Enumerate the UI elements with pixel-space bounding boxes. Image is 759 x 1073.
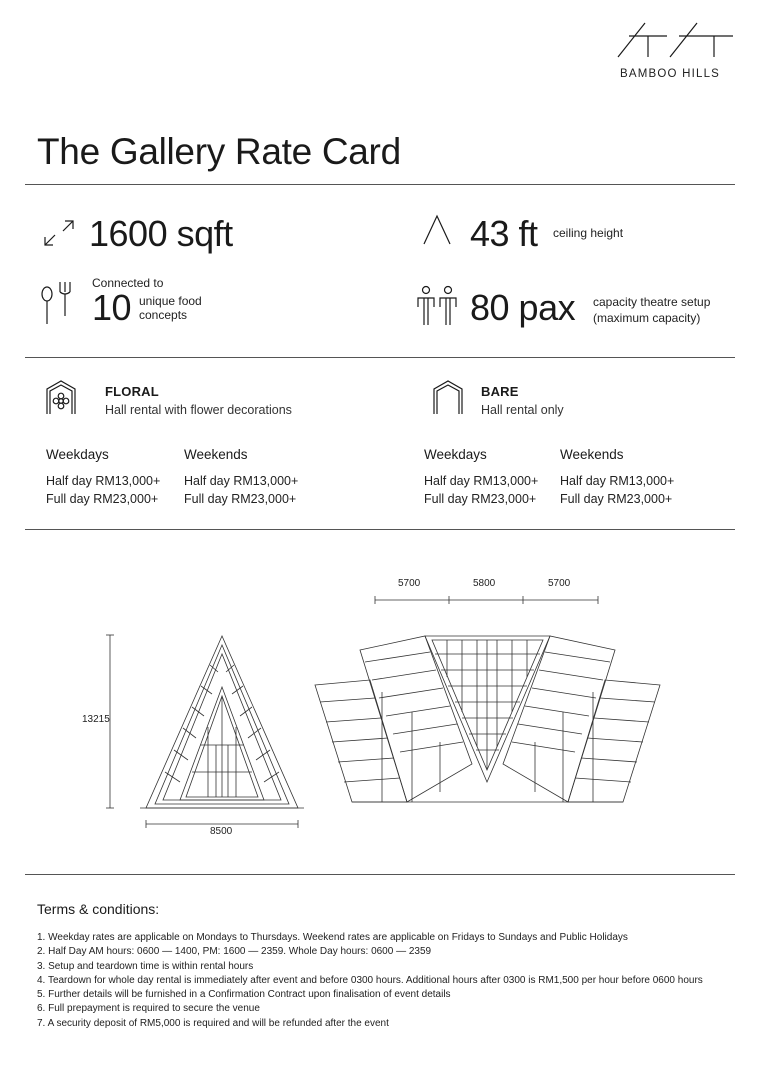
food-count: 10	[92, 287, 132, 328]
rate-half-day: Half day RM13,000+	[184, 474, 299, 488]
food-label-2: concepts	[139, 308, 188, 322]
rate-full-day: Full day RM23,000+	[424, 492, 537, 506]
expand-arrows-icon	[42, 218, 76, 248]
food-prefix: Connected to	[92, 276, 164, 290]
people-icon	[415, 285, 459, 327]
rate-full-day: Full day RM23,000+	[46, 492, 159, 506]
width-dimension: 5800	[473, 578, 496, 589]
house-outline-icon	[432, 379, 464, 415]
terms-title: Terms & conditions:	[37, 901, 160, 917]
list-item: 5. Further details will be furnished in a Confirmation Contract upon finalisation of event details	[37, 989, 451, 1001]
package-name-bare: BARE	[481, 384, 519, 399]
list-item: 7. A security deposit of RM5,000 is required and will be refunded after the event	[37, 1017, 389, 1029]
list-item: 6. Full prepayment is required to secure the venue	[37, 1003, 260, 1015]
ceiling-value: 43 ft	[470, 213, 538, 254]
width-dimension: 8500	[210, 826, 233, 837]
divider	[25, 357, 735, 358]
package-desc-floral: Hall rental with flower decorations	[105, 403, 292, 417]
cutlery-icon	[38, 282, 74, 324]
list-item: 4. Teardown for whole day rental is immediately after event and before 0300 hours. Additional hours after 0300 is RM1,500 per hour before 0600 hours	[37, 974, 703, 986]
rate-half-day: Half day RM13,000+	[424, 474, 539, 488]
front-elevation-drawing	[312, 592, 672, 812]
package-name-floral: FLORAL	[105, 384, 159, 399]
capacity-label-1: capacity theatre setup	[593, 295, 711, 309]
capacity-label-2: (maximum capacity)	[593, 311, 701, 325]
list-item: 3. Setup and teardown time is within rental hours	[37, 960, 254, 972]
area-value: 1600 sqft	[89, 213, 233, 254]
rate-half-day: Half day RM13,000+	[560, 474, 675, 488]
weekends-heading: Weekends	[184, 447, 248, 462]
divider	[25, 184, 735, 185]
list-item: 2. Half Day AM hours: 0600 — 1400, PM: 1600 — 2359. Whole Day hours: 0600 — 2359	[37, 946, 432, 958]
weekends-heading: Weekends	[560, 447, 624, 462]
rate-full-day: Full day RM23,000+	[560, 492, 673, 506]
width-dimension: 5700	[548, 578, 571, 589]
height-dimension: 13215	[82, 714, 110, 725]
divider	[25, 874, 735, 875]
width-dimension: 5700	[398, 578, 421, 589]
rate-half-day: Half day RM13,000+	[46, 474, 161, 488]
flower-house-icon	[45, 379, 77, 415]
capacity-value: 80 pax	[470, 287, 576, 328]
triangle-peak-icon	[422, 214, 452, 244]
bamboo-hills-logo	[615, 20, 735, 60]
terms-list	[37, 931, 737, 1031]
rate-full-day: Full day RM23,000+	[184, 492, 297, 506]
food-label-1: unique food	[139, 294, 202, 308]
list-item: 1. Weekday rates are applicable on Mondays to Thursdays. Weekend rates are applicable on Fridays to Sundays and Public Holidays	[37, 932, 628, 943]
page-title: The Gallery Rate Card	[37, 131, 401, 172]
divider	[25, 529, 735, 530]
package-desc-bare: Hall rental only	[481, 403, 564, 417]
weekdays-heading: Weekdays	[46, 447, 109, 462]
brand-name: BAMBOO HILLS	[620, 68, 721, 80]
ceiling-label: ceiling height	[553, 226, 624, 240]
weekdays-heading: Weekdays	[424, 447, 487, 462]
